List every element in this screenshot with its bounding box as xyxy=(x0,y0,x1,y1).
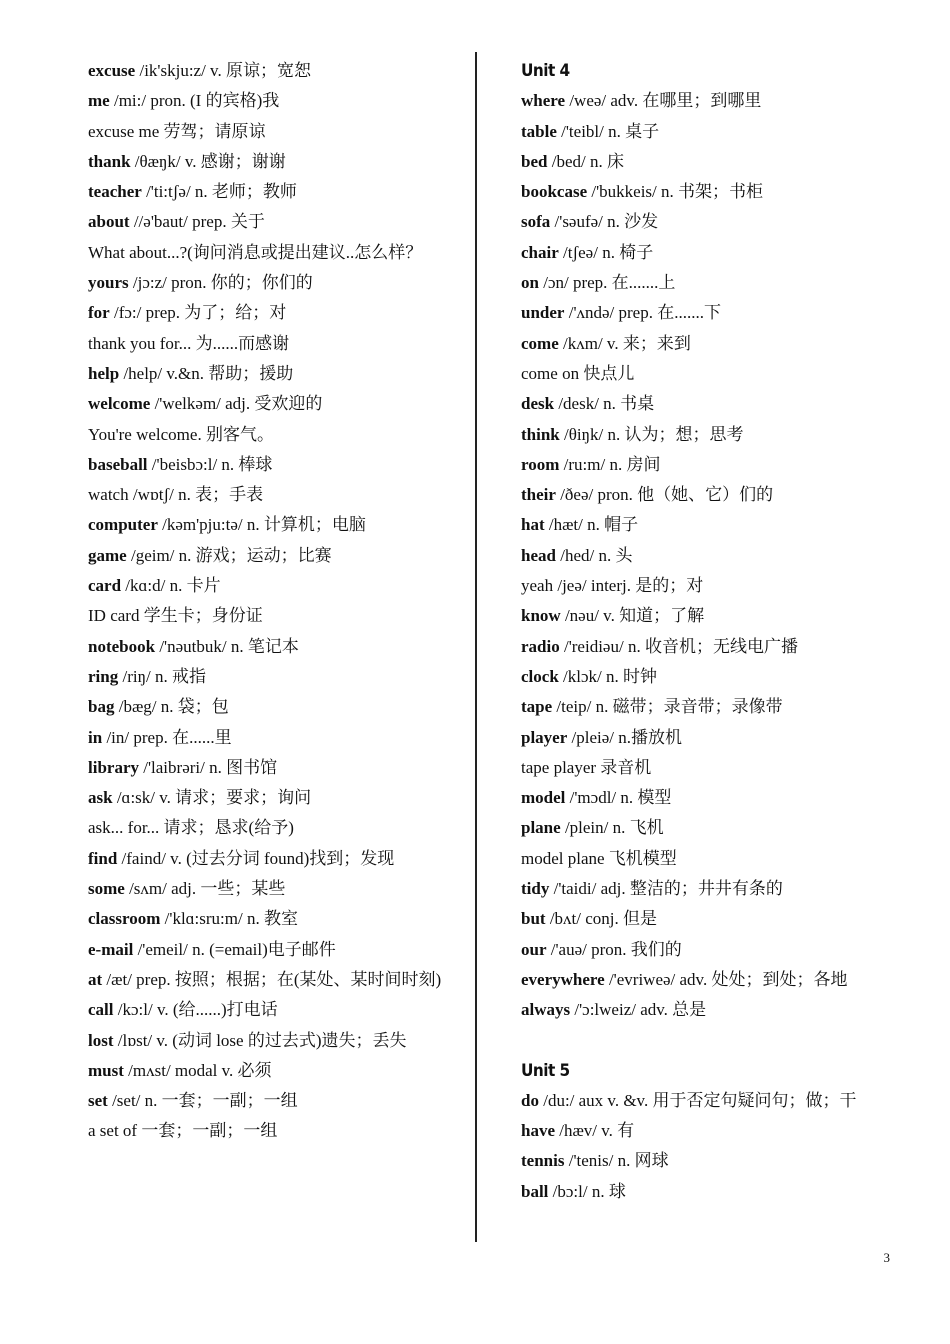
vocab-definition: /hæv/ v. 有 xyxy=(555,1121,635,1141)
left-column xyxy=(88,56,463,1147)
vocab-entry xyxy=(521,420,906,450)
vocab-definition: /'ɔ:lweiz/ adv. 总是 xyxy=(570,1000,707,1020)
vocab-word: tidy xyxy=(521,879,550,899)
vocab-entry xyxy=(88,238,463,268)
vocab-entry xyxy=(521,904,906,934)
vocab-entry xyxy=(88,1026,463,1056)
vocab-definition: /'ʌndə/ prep. 在.......下 xyxy=(564,303,721,323)
vocab-entry xyxy=(88,359,463,389)
vocab-word: player xyxy=(521,727,568,747)
vocab-definition: ID card 学生卡；身份证 xyxy=(88,606,263,626)
vocab-definition: What about...?(询问消息或提出建议..怎么样？ xyxy=(88,242,423,262)
vocab-word: library xyxy=(88,757,139,777)
vocab-entry xyxy=(521,207,906,237)
vocab-entry xyxy=(88,571,463,601)
vocab-word: know xyxy=(521,606,561,626)
vocab-definition: /'səufə/ n. 沙发 xyxy=(550,212,659,232)
vocab-definition: /æt/ prep. 按照；根据；在(某处、某时间时刻) xyxy=(102,969,442,989)
vocab-word: where xyxy=(521,91,566,111)
vocab-definition: /bɔ:l/ n. 球 xyxy=(548,1181,626,1201)
vocab-entry xyxy=(521,571,906,601)
vocab-word: help xyxy=(88,363,120,383)
vocab-entry xyxy=(88,56,463,86)
vocab-entry xyxy=(521,541,906,571)
vocab-word: in xyxy=(88,727,103,747)
vocab-entry xyxy=(88,117,463,147)
vocab-entry xyxy=(88,632,463,662)
vocab-definition: watch /wɒtʃ/ n. 表；手表 xyxy=(88,485,264,505)
vocab-word: but xyxy=(521,909,546,929)
vocab-word: me xyxy=(88,91,110,111)
unit-gap xyxy=(521,1026,906,1056)
vocab-entry xyxy=(88,541,463,571)
vocab-word: call xyxy=(88,1000,114,1020)
vocab-definition: /hæt/ n. 帽子 xyxy=(544,515,639,535)
vocab-entry xyxy=(88,510,463,540)
vocab-entry xyxy=(88,86,463,116)
vocab-definition: You're welcome. 别客气。 xyxy=(88,424,274,444)
vocab-entry xyxy=(521,238,906,268)
vocab-definition: /in/ prep. 在......里 xyxy=(102,727,232,747)
vocab-word: hat xyxy=(521,515,545,535)
vocab-definition: /'taidi/ adj. 整洁的；井井有条的 xyxy=(549,879,783,899)
vocab-definition: /'reidiəu/ n. 收音机；无线电广播 xyxy=(559,636,798,656)
vocab-entry xyxy=(88,723,463,753)
vocab-definition: /'nəutbuk/ n. 笔记本 xyxy=(155,636,299,656)
vocab-definition: /'bukkeis/ n. 书架；书柜 xyxy=(587,182,764,202)
vocab-word: come xyxy=(521,333,559,353)
vocab-definition: /ɑ:sk/ v. 请求；要求；询问 xyxy=(112,788,312,808)
vocab-word: head xyxy=(521,545,556,565)
vocab-definition: /kʌm/ v. 来；来到 xyxy=(558,333,691,353)
vocab-entry xyxy=(88,783,463,813)
vocab-entry xyxy=(88,268,463,298)
vocab-definition: excuse me 劳驾；请原谅 xyxy=(88,121,266,141)
vocab-word: our xyxy=(521,939,547,959)
vocab-definition: /θæŋk/ v. 感谢；谢谢 xyxy=(130,151,286,171)
vocab-word: table xyxy=(521,121,557,141)
vocab-entry xyxy=(521,783,906,813)
vocab-definition: /bʌt/ conj. 但是 xyxy=(545,909,658,929)
vocab-entry xyxy=(521,874,906,904)
vocab-entry xyxy=(521,268,906,298)
vocab-entry xyxy=(88,147,463,177)
vocab-word: model xyxy=(521,788,566,808)
vocab-definition: /pleiə/ n.播放机 xyxy=(567,727,683,747)
vocab-word: everywhere xyxy=(521,969,605,989)
vocab-word: tape xyxy=(521,697,553,717)
vocab-word: e-mail xyxy=(88,939,134,959)
vocab-definition: /'ti:tʃə/ n. 老师；教师 xyxy=(141,182,297,202)
vocab-definition: /'emeil/ n. (=email)电子邮件 xyxy=(133,939,336,959)
vocab-definition: /mʌst/ modal v. 必须 xyxy=(123,1060,272,1080)
vocab-entry xyxy=(88,874,463,904)
vocab-definition: thank you for... 为......而感谢 xyxy=(88,333,290,353)
vocab-entry xyxy=(88,813,463,843)
vocab-entry xyxy=(88,450,463,480)
vocab-definition: /ðeə/ pron. 他（她、它）们的 xyxy=(555,485,774,505)
vocab-entry xyxy=(88,420,463,450)
vocab-definition: model plane 飞机模型 xyxy=(521,848,677,868)
vocab-word: always xyxy=(521,1000,571,1020)
vocab-definition: /'auə/ pron. 我们的 xyxy=(546,939,682,959)
vocab-definition: /'evriweə/ adv. 处处；到处；各地 xyxy=(604,969,848,989)
vocab-entry xyxy=(88,480,463,510)
vocab-word: desk xyxy=(521,394,555,414)
vocab-word: bag xyxy=(88,697,115,717)
vocab-entry xyxy=(521,1146,906,1176)
vocab-definition: /klɔk/ n. 时钟 xyxy=(558,666,657,686)
vocab-word: room xyxy=(521,454,560,474)
vocab-entry xyxy=(88,844,463,874)
vocab-entry xyxy=(521,359,906,389)
vocab-word: card xyxy=(88,576,122,596)
vocab-definition: /kəm'pju:tə/ n. 计算机；电脑 xyxy=(157,515,366,535)
vocab-definition: /'mɔdl/ n. 模型 xyxy=(565,788,672,808)
vocab-word: some xyxy=(88,879,125,899)
vocab-definition: ask... for... 请求；恳求(给予) xyxy=(88,818,294,838)
vocab-entry xyxy=(88,207,463,237)
vocab-entry xyxy=(88,298,463,328)
vocab-entry xyxy=(88,904,463,934)
vocab-definition: a set of 一套；一副；一组 xyxy=(88,1121,278,1141)
vocab-entry xyxy=(88,753,463,783)
vocab-entry xyxy=(521,1116,906,1146)
vocab-entry xyxy=(521,480,906,510)
vocab-definition: /nəu/ v. 知道；了解 xyxy=(560,606,705,626)
vocab-definition: /fɔ:/ prep. 为了；给；对 xyxy=(109,303,287,323)
vocab-entry xyxy=(521,117,906,147)
vocab-entry xyxy=(521,844,906,874)
vocab-word: welcome xyxy=(88,394,151,414)
vocab-word: clock xyxy=(521,666,559,686)
vocab-definition: /du:/ aux v. &v. 用于否定句疑问句；做；干 xyxy=(538,1090,857,1110)
vocab-entry xyxy=(88,995,463,1025)
vocab-word: chair xyxy=(521,242,559,262)
vocab-word: for xyxy=(88,303,110,323)
vocab-definition: /ɔn/ prep. 在.......上 xyxy=(538,273,676,293)
vocab-entry xyxy=(521,813,906,843)
vocab-word: must xyxy=(88,1060,124,1080)
vocab-definition: yeah /jeə/ interj. 是的；对 xyxy=(521,576,704,596)
vocab-definition: /plein/ n. 飞机 xyxy=(560,818,664,838)
vocab-word: do xyxy=(521,1090,539,1110)
vocab-entry xyxy=(88,1056,463,1086)
vocab-word: computer xyxy=(88,515,158,535)
vocab-word: thank xyxy=(88,151,131,171)
vocab-word: lost xyxy=(88,1030,114,1050)
vocab-word: classroom xyxy=(88,909,161,929)
vocab-definition: /riŋ/ n. 戒指 xyxy=(118,666,206,686)
vocab-entry xyxy=(88,329,463,359)
vocab-word: have xyxy=(521,1121,555,1141)
vocab-definition: /'klɑ:sru:m/ n. 教室 xyxy=(160,909,298,929)
vocab-entry xyxy=(521,935,906,965)
vocab-definition: /mi:/ pron. (I 的宾格)我 xyxy=(109,91,280,111)
vocab-entry xyxy=(521,753,906,783)
vocab-entry xyxy=(521,1086,906,1116)
vocab-definition: /hed/ n. 头 xyxy=(555,545,633,565)
vocab-entry xyxy=(88,662,463,692)
vocab-word: think xyxy=(521,424,560,444)
vocab-definition: /help/ v.&n. 帮助；援助 xyxy=(119,363,294,383)
vocab-definition: /kɔ:l/ v. (给......)打电话 xyxy=(113,1000,278,1020)
vocab-definition: /θiŋk/ n. 认为；想；思考 xyxy=(559,424,744,444)
vocab-definition: /kɑ:d/ n. 卡片 xyxy=(121,576,221,596)
vocab-entry xyxy=(521,965,906,995)
vocab-entry xyxy=(88,692,463,722)
vocab-definition: tape player 录音机 xyxy=(521,757,652,777)
vocab-definition: //ə'baut/ prep. 关于 xyxy=(129,212,265,232)
vocab-definition: /tʃeə/ n. 椅子 xyxy=(558,242,654,262)
vocab-definition: /ik'skju:z/ v. 原谅；宽恕 xyxy=(135,61,311,80)
vocab-word: plane xyxy=(521,818,561,838)
vocab-word: bookcase xyxy=(521,182,588,202)
vocab-entry xyxy=(521,389,906,419)
vocab-entry xyxy=(521,450,906,480)
vocab-definition: /teip/ n. 磁带；录音带；录像带 xyxy=(552,697,783,717)
unit-4-heading: Unit 4 xyxy=(521,61,570,81)
vocab-definition: /geim/ n. 游戏；运动；比赛 xyxy=(126,545,332,565)
vocab-definition: /lɒst/ v. (动词 lose 的过去式)遗失；丢失 xyxy=(113,1030,407,1050)
right-column xyxy=(521,56,906,1207)
vocab-entry xyxy=(521,723,906,753)
vocab-entry xyxy=(521,177,906,207)
vocab-word: ask xyxy=(88,788,113,808)
vocab-entry xyxy=(521,692,906,722)
vocab-definition: /jɔ:z/ pron. 你的；你们的 xyxy=(128,273,313,293)
unit-4-word-list xyxy=(521,86,906,1025)
unit-5-heading: Unit 5 xyxy=(521,1060,570,1081)
vocab-entry xyxy=(521,329,906,359)
vocab-entry xyxy=(88,177,463,207)
vocab-entry xyxy=(88,389,463,419)
vocab-word: baseball xyxy=(88,454,148,474)
vocab-entry xyxy=(88,965,463,995)
vocab-word: ball xyxy=(521,1181,549,1201)
vocab-definition: /bed/ n. 床 xyxy=(547,151,624,171)
vocab-entry xyxy=(88,935,463,965)
vocab-word: find xyxy=(88,848,118,868)
vocab-word: game xyxy=(88,545,127,565)
vocab-entry xyxy=(88,1116,463,1146)
vocab-word: at xyxy=(88,969,103,989)
vocab-entry xyxy=(88,1086,463,1116)
vocab-entry xyxy=(521,510,906,540)
vocab-entry xyxy=(521,995,906,1025)
vocab-definition: /weə/ adv. 在哪里；到哪里 xyxy=(565,91,762,111)
vocab-definition: /faind/ v. (过去分词 found)找到；发现 xyxy=(117,848,395,868)
vocab-word: notebook xyxy=(88,636,156,656)
vocab-word: on xyxy=(521,273,539,293)
vocab-word: excuse xyxy=(88,61,136,80)
vocab-word: bed xyxy=(521,151,548,171)
vocab-word: sofa xyxy=(521,212,551,232)
unit-5-word-list xyxy=(521,1086,906,1207)
vocab-word: radio xyxy=(521,636,560,656)
vocab-entry xyxy=(88,601,463,631)
vocab-definition: /ru:m/ n. 房间 xyxy=(559,454,661,474)
vocab-entry xyxy=(521,1177,906,1207)
vocab-entry xyxy=(521,86,906,116)
vocab-entry xyxy=(521,632,906,662)
vocab-definition: /'teibl/ n. 桌子 xyxy=(556,121,660,141)
vocab-word: teacher xyxy=(88,182,142,202)
vocab-word: under xyxy=(521,303,565,323)
vocab-definition: /'laibrəri/ n. 图书馆 xyxy=(139,757,278,777)
vocab-entry xyxy=(521,601,906,631)
column-divider xyxy=(475,52,477,1242)
vocab-definition: /'tenis/ n. 网球 xyxy=(564,1151,669,1171)
vocab-entry xyxy=(521,662,906,692)
vocab-entry xyxy=(521,298,906,328)
vocab-word: about xyxy=(88,212,130,232)
vocab-word: their xyxy=(521,485,556,505)
vocab-definition: /set/ n. 一套；一副；一组 xyxy=(107,1091,298,1111)
vocab-definition: come on 快点儿 xyxy=(521,363,635,383)
vocab-word: tennis xyxy=(521,1151,565,1171)
vocab-definition: /sʌm/ adj. 一些；某些 xyxy=(124,879,286,899)
vocab-definition: /'welkəm/ adj. 受欢迎的 xyxy=(150,394,323,414)
vocab-definition: /desk/ n. 书桌 xyxy=(554,394,655,414)
vocab-definition: /'beisbɔ:l/ n. 棒球 xyxy=(147,454,273,474)
vocab-word: ring xyxy=(88,666,119,686)
vocab-word: set xyxy=(88,1091,108,1111)
page-number: 3 xyxy=(883,1250,890,1265)
vocab-word: yours xyxy=(88,273,129,293)
vocab-definition: /bæg/ n. 袋；包 xyxy=(114,697,229,717)
vocab-entry xyxy=(521,147,906,177)
